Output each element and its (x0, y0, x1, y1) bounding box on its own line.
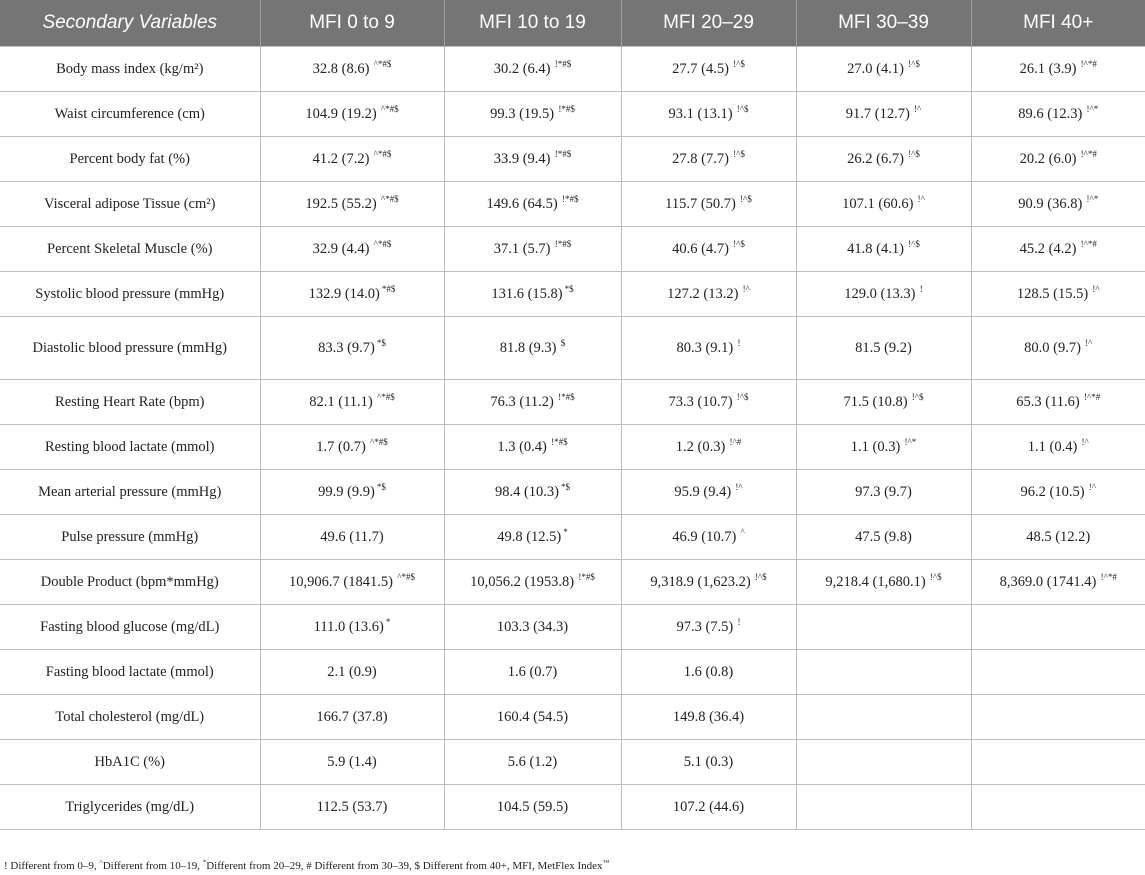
cell-value: 10,906.7 (1841.5) (289, 573, 393, 590)
cell-value: 132.9 (14.0) (308, 285, 380, 302)
cell-value: 80.3 (9.1) (676, 339, 734, 356)
table-cell (444, 227, 621, 272)
row-label: Body mass index (kg/m²) (0, 47, 260, 92)
cell-value: 48.5 (12.2) (1026, 528, 1091, 545)
cell-value: 76.3 (11.2) (490, 393, 554, 410)
table-cell (796, 470, 971, 515)
cell-value: 95.9 (9.4) (674, 483, 732, 500)
significance-marker: ^*#$ (371, 58, 392, 69)
cell-value: 160.4 (54.5) (496, 708, 569, 725)
table-cell (796, 425, 971, 470)
table-cell (260, 695, 444, 740)
footnote-symbol: ^ (99, 858, 103, 867)
row-label: Double Product (bpm*mmHg) (0, 560, 260, 605)
cell-value: 192.5 (55.2) (305, 195, 377, 212)
significance-marker: !^$ (730, 58, 745, 69)
cell-value: 99.3 (19.5) (490, 105, 555, 122)
table-cell (444, 182, 621, 227)
significance-marker: ^*#$ (394, 571, 415, 582)
significance-marker: *$ (564, 283, 574, 294)
table-cell (971, 560, 1145, 605)
cell-value: 104.9 (19.2) (305, 105, 377, 122)
cell-value: 1.2 (0.3) (675, 438, 726, 455)
cell-value: 26.1 (3.9) (1019, 60, 1077, 77)
significance-marker: * (563, 526, 568, 537)
table-cell (971, 605, 1145, 650)
significance-marker: !^$ (905, 58, 920, 69)
significance-marker: !^$ (734, 103, 749, 114)
row-label: Percent body fat (%) (0, 137, 260, 182)
table-cell (971, 47, 1145, 92)
significance-marker: !^ (1086, 481, 1097, 492)
cell-value: 10,056.2 (1953.8) (470, 573, 575, 590)
row-label: Mean arterial pressure (mmHg) (0, 470, 260, 515)
table-cell (621, 740, 796, 785)
cell-value: 1.3 (0.4) (497, 438, 547, 455)
table-cell (260, 470, 444, 515)
significance-marker: !^ (911, 103, 922, 114)
table-cell (971, 380, 1145, 425)
table-row (0, 695, 1145, 740)
table-row (0, 785, 1145, 830)
cell-value: 97.3 (9.7) (855, 483, 912, 500)
cell-value: 112.5 (53.7) (316, 798, 388, 815)
cell-value: 1.1 (0.3) (850, 438, 901, 455)
table-cell (796, 182, 971, 227)
cell-value: 127.2 (13.2) (667, 285, 739, 302)
table-row (0, 182, 1145, 227)
table-cell (621, 650, 796, 695)
table-row (0, 47, 1145, 92)
table-cell (260, 317, 444, 380)
cell-value: 41.8 (4.1) (847, 240, 904, 257)
significance-marker: * (385, 616, 391, 627)
table-row (0, 380, 1145, 425)
table-row (0, 425, 1145, 470)
table-row (0, 740, 1145, 785)
table-row (0, 137, 1145, 182)
table-cell (260, 740, 444, 785)
significance-marker: ! (735, 616, 741, 627)
cell-value: 82.1 (11.1) (309, 393, 373, 410)
row-label: Fasting blood glucose (mg/dL) (0, 605, 260, 650)
table-cell (971, 740, 1145, 785)
significance-marker: !*#$ (556, 103, 575, 114)
header-mfi-30-39: MFI 30–39 (796, 0, 971, 47)
header-mfi-10-19: MFI 10 to 19 (444, 0, 621, 47)
table-cell (621, 785, 796, 830)
significance-marker: !^ (1079, 436, 1089, 447)
cell-value: 32.8 (8.6) (312, 60, 370, 77)
table-cell (621, 272, 796, 317)
significance-marker: ^*#$ (378, 193, 399, 204)
cell-value: 131.6 (15.8) (491, 285, 563, 302)
table-row (0, 272, 1145, 317)
significance-marker: !*#$ (555, 391, 575, 402)
table-cell (621, 47, 796, 92)
cell-value: 9,218.4 (1,680.1) (825, 573, 926, 590)
table-row (0, 227, 1145, 272)
cell-value: 5.1 (0.3) (683, 753, 734, 770)
table-cell (444, 470, 621, 515)
table-cell (621, 137, 796, 182)
cell-value: 91.7 (12.7) (845, 105, 910, 122)
table-cell (260, 272, 444, 317)
table-cell (444, 137, 621, 182)
cell-value: 49.6 (11.7) (320, 528, 384, 545)
significance-marker: !^$ (909, 391, 924, 402)
table-row (0, 515, 1145, 560)
cell-value: 149.8 (36.4) (672, 708, 745, 725)
footnote-text: Different from 20–29, # Different from 30–39, $ Different from 40+, MFI, MetFlex Index (206, 860, 603, 872)
table-cell (260, 47, 444, 92)
header-mfi-20-29: MFI 20–29 (621, 0, 796, 47)
significance-marker: *#$ (381, 283, 396, 294)
table-cell (444, 47, 621, 92)
cell-value: 89.6 (12.3) (1018, 105, 1083, 122)
significance-marker: !^* (902, 436, 917, 447)
table-cell (444, 92, 621, 137)
table-cell (260, 515, 444, 560)
row-label: Triglycerides (mg/dL) (0, 785, 260, 830)
table-cell (796, 695, 971, 740)
table-row (0, 92, 1145, 137)
table-cell (971, 227, 1145, 272)
cell-value: 73.3 (10.7) (668, 393, 733, 410)
significance-marker: *$ (561, 481, 571, 492)
significance-marker: !*#$ (552, 238, 572, 249)
table-cell (971, 650, 1145, 695)
cell-value: 1.7 (0.7) (316, 438, 366, 455)
table-cell (796, 380, 971, 425)
table-cell (796, 137, 971, 182)
cell-value: 2.1 (0.9) (327, 663, 377, 680)
significance-marker: !^ (1082, 337, 1093, 348)
row-label: Total cholesterol (mg/dL) (0, 695, 260, 740)
cell-value: 166.7 (37.8) (316, 708, 388, 725)
table-cell (621, 605, 796, 650)
cell-value: 96.2 (10.5) (1020, 483, 1085, 500)
significance-marker: !^$ (730, 238, 745, 249)
significance-marker: ^*#$ (374, 391, 395, 402)
cell-value: 93.1 (13.1) (668, 105, 733, 122)
table-cell (621, 380, 796, 425)
table-header (0, 0, 1145, 47)
table-cell (260, 227, 444, 272)
significance-marker: !^# (727, 436, 742, 447)
header-secondary-variables: Secondary Variables (0, 0, 260, 47)
significance-marker: !^*# (1098, 571, 1117, 582)
table-body (0, 47, 1145, 830)
cell-value: 8,369.0 (1741.4) (999, 573, 1097, 590)
significance-marker: !^* (1084, 103, 1099, 114)
significance-marker: !*#$ (552, 148, 572, 159)
row-label: Pulse pressure (mmHg) (0, 515, 260, 560)
cell-value: 80.0 (9.7) (1024, 339, 1081, 356)
table-cell (260, 425, 444, 470)
significance-marker: !^$ (752, 571, 767, 582)
table-row (0, 560, 1145, 605)
row-label: Resting Heart Rate (bpm) (0, 380, 260, 425)
significance-marker: !^$ (927, 571, 942, 582)
table-cell (444, 515, 621, 560)
cell-value: 103.3 (34.3) (496, 618, 569, 635)
row-label: Fasting blood lactate (mmol) (0, 650, 260, 695)
cell-value: 46.9 (10.7) (672, 528, 737, 545)
cell-value: 115.7 (50.7) (665, 195, 736, 212)
table-cell (621, 560, 796, 605)
table-cell (621, 92, 796, 137)
table-cell (444, 560, 621, 605)
table-footnote (4, 860, 609, 872)
cell-value: 33.9 (9.4) (493, 150, 551, 167)
significance-marker: !^$ (734, 391, 749, 402)
cell-value: 26.2 (6.7) (847, 150, 904, 167)
significance-marker: ^ (738, 526, 745, 537)
significance-marker: ! (917, 283, 923, 294)
cell-value: 27.8 (7.7) (672, 150, 729, 167)
table-cell (971, 425, 1145, 470)
table-cell (444, 380, 621, 425)
table-cell (260, 182, 444, 227)
cell-value: 98.4 (10.3) (494, 483, 560, 500)
cell-value: 99.9 (9.9) (318, 483, 375, 500)
cell-value: 83.3 (9.7) (318, 339, 375, 356)
significance-marker: !^ (740, 283, 750, 294)
table-cell (971, 470, 1145, 515)
table-cell (971, 137, 1145, 182)
significance-marker: !^ (915, 193, 925, 204)
table-cell (971, 695, 1145, 740)
cell-value: 111.0 (13.6) (313, 618, 384, 635)
cell-value: 37.1 (5.7) (493, 240, 551, 257)
cell-value: 65.3 (11.6) (1016, 393, 1080, 410)
footnote-symbol: ™ (602, 858, 610, 867)
header-mfi-40-plus: MFI 40+ (971, 0, 1145, 47)
table-cell (444, 740, 621, 785)
cell-value: 9,318.9 (1,623.2) (650, 573, 751, 590)
cell-value: 27.7 (4.5) (672, 60, 729, 77)
significance-marker: !^*# (1081, 391, 1101, 402)
significance-marker: !^*# (1078, 58, 1097, 69)
cell-value: 81.8 (9.3) (499, 339, 557, 356)
table-cell (971, 272, 1145, 317)
cell-value: 149.6 (64.5) (486, 195, 558, 212)
cell-value: 1.1 (0.4) (1027, 438, 1078, 455)
table-cell (796, 650, 971, 695)
footnote-text: Different from 10–19, (102, 860, 203, 872)
table-cell (796, 47, 971, 92)
table-cell (260, 605, 444, 650)
significance-marker: $ (558, 337, 566, 348)
significance-marker: !^ (1090, 283, 1100, 294)
cell-value: 1.6 (0.8) (683, 663, 734, 680)
significance-marker: ^*#$ (378, 103, 399, 114)
significance-marker: ! (735, 337, 741, 348)
table-row (0, 317, 1145, 380)
table-cell (444, 272, 621, 317)
table-cell (260, 785, 444, 830)
cell-value: 107.1 (60.6) (842, 195, 914, 212)
table-cell (444, 425, 621, 470)
table-cell (971, 182, 1145, 227)
significance-marker: !^$ (905, 238, 920, 249)
significance-marker: ^*#$ (371, 238, 392, 249)
cell-value: 107.2 (44.6) (672, 798, 745, 815)
table-row (0, 470, 1145, 515)
cell-value: 1.6 (0.7) (507, 663, 558, 680)
cell-value: 47.5 (9.8) (855, 528, 912, 545)
significance-marker: *$ (376, 337, 386, 348)
cell-value: 90.9 (36.8) (1018, 195, 1083, 212)
table-cell (796, 227, 971, 272)
table-cell (444, 650, 621, 695)
cell-value: 71.5 (10.8) (843, 393, 908, 410)
row-label: Diastolic blood pressure (mmHg) (0, 317, 260, 380)
cell-value: 129.0 (13.3) (844, 285, 916, 302)
table-cell (971, 317, 1145, 380)
significance-marker: !^ (733, 481, 743, 492)
cell-value: 81.5 (9.2) (855, 339, 912, 356)
significance-marker: *$ (376, 481, 386, 492)
cell-value: 32.9 (4.4) (312, 240, 370, 257)
cell-value: 128.5 (15.5) (1016, 285, 1089, 302)
row-label: Systolic blood pressure (mmHg) (0, 272, 260, 317)
cell-value: 5.6 (1.2) (507, 753, 558, 770)
table-cell (444, 317, 621, 380)
significance-marker: !^*# (1078, 238, 1097, 249)
table-cell (971, 785, 1145, 830)
cell-value: 20.2 (6.0) (1019, 150, 1077, 167)
table-cell (621, 425, 796, 470)
significance-marker: ^*#$ (367, 436, 388, 447)
row-label: Visceral adipose Tissue (cm²) (0, 182, 260, 227)
table-cell (796, 560, 971, 605)
footnote-symbol: * (202, 858, 207, 867)
table-cell (621, 317, 796, 380)
row-label: Percent Skeletal Muscle (%) (0, 227, 260, 272)
table-cell (621, 515, 796, 560)
table-cell (796, 92, 971, 137)
cell-value: 104.5 (59.5) (496, 798, 569, 815)
table-cell (260, 137, 444, 182)
cell-value: 27.0 (4.1) (847, 60, 904, 77)
table-cell (796, 272, 971, 317)
table-cell (971, 515, 1145, 560)
header-row (0, 0, 1145, 47)
table-cell (796, 515, 971, 560)
significance-marker: !^$ (905, 148, 920, 159)
table-cell (621, 182, 796, 227)
table-cell (796, 785, 971, 830)
table-cell (621, 227, 796, 272)
significance-marker: !^*# (1078, 148, 1097, 159)
significance-marker: !^$ (737, 193, 752, 204)
cell-value: 45.2 (4.2) (1019, 240, 1077, 257)
significance-marker: ^*#$ (371, 148, 392, 159)
row-label: HbA1C (%) (0, 740, 260, 785)
table-cell (260, 92, 444, 137)
table-cell (621, 695, 796, 740)
row-label: Waist circumference (cm) (0, 92, 260, 137)
table-cell (260, 380, 444, 425)
row-label: Resting blood lactate (mmol) (0, 425, 260, 470)
significance-marker: !*#$ (576, 571, 595, 582)
table-row (0, 605, 1145, 650)
significance-marker: !*#$ (559, 193, 579, 204)
significance-marker: !^$ (730, 148, 745, 159)
cell-value: 97.3 (7.5) (676, 618, 734, 635)
significance-marker: !*#$ (548, 436, 568, 447)
table-cell (260, 560, 444, 605)
table-cell (260, 650, 444, 695)
table-cell (444, 695, 621, 740)
table-row (0, 650, 1145, 695)
table-cell (444, 605, 621, 650)
table-cell (796, 605, 971, 650)
significance-marker: !*#$ (552, 58, 572, 69)
table-cell (444, 785, 621, 830)
significance-marker: !^* (1084, 193, 1099, 204)
footnote-text: ! Different from 0–9, (4, 860, 100, 872)
cell-value: 49.8 (12.5) (497, 528, 562, 545)
table-cell (971, 92, 1145, 137)
cell-value: 41.2 (7.2) (312, 150, 370, 167)
cell-value: 30.2 (6.4) (493, 60, 551, 77)
table-cell (621, 470, 796, 515)
cell-value: 40.6 (4.7) (672, 240, 729, 257)
cell-value: 5.9 (1.4) (327, 753, 377, 770)
table-cell (796, 317, 971, 380)
header-mfi-0-9: MFI 0 to 9 (260, 0, 444, 47)
table-cell (796, 740, 971, 785)
